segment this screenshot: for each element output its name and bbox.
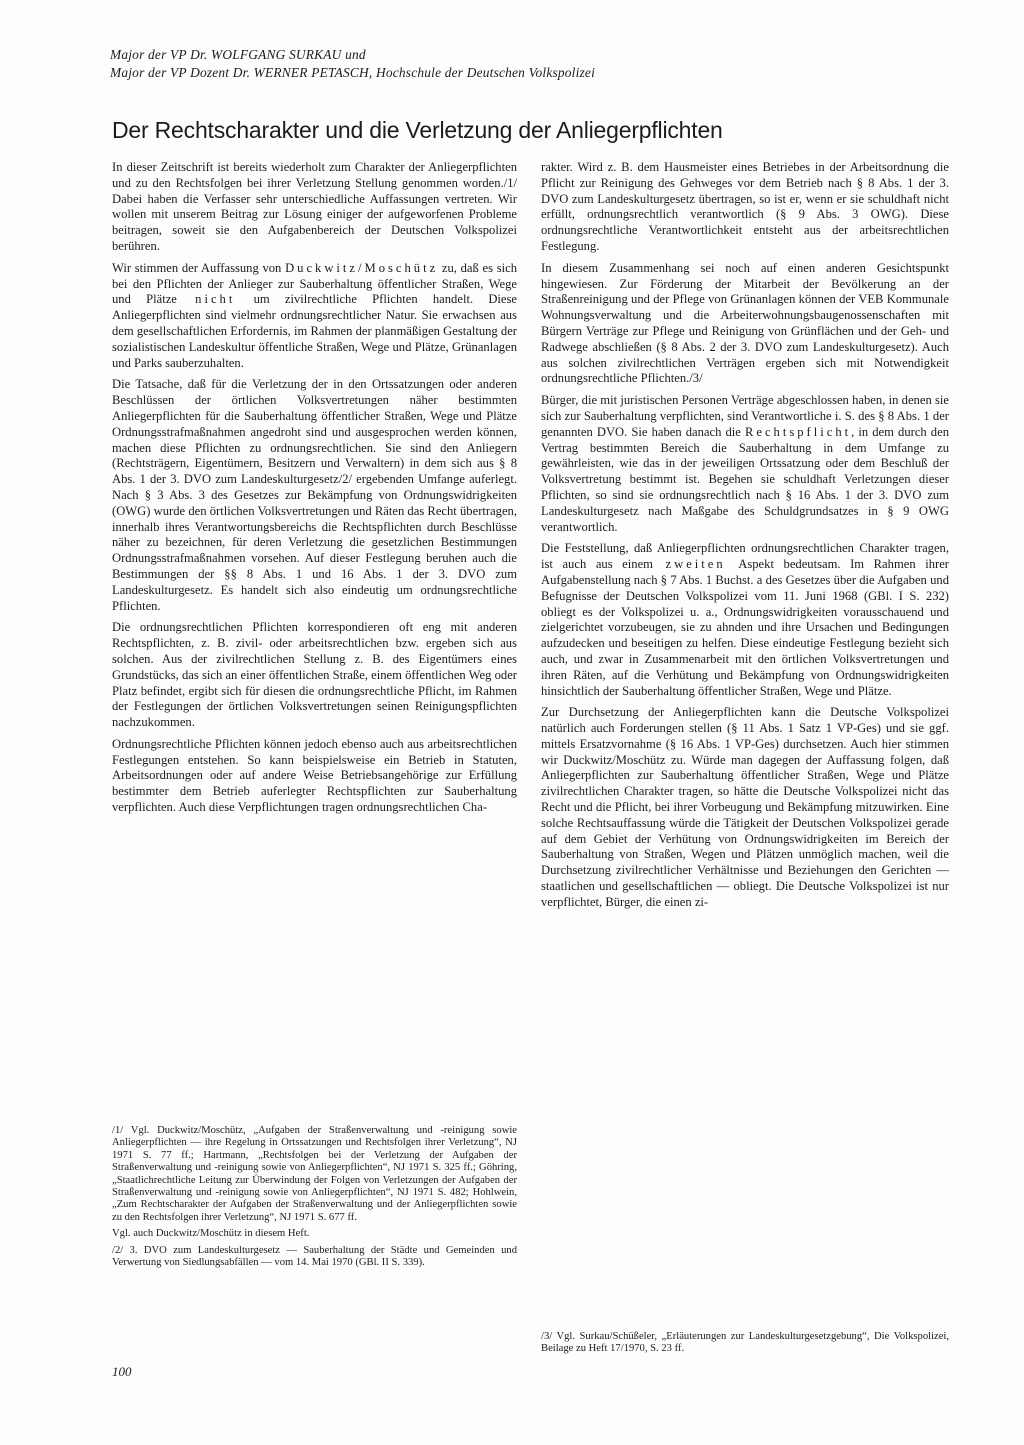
paragraph: In diesem Zusammenhang sei noch auf einen anderen Gesichtspunkt hingewiesen. Zur Förderung der Mitarbeit der Bevölkerung an der Straßenreinigung und der Pflege von Grünanlagen können der VEB Kommunale Wohnungsverwaltung und die Arbeiterwohnungsbaugenossenschaften mit Bürgern Verträge zur Pflege und Reinigung von Grünflächen und der Geh- und Radwege abschließen (§ 8 Abs. 2 der 3. DVO zum Landeskulturgesetz). Auch aus solchen zivilrechtlichen Verträgen ergeben sich mit Notwendigkeit ordnungsrechtliche Pflichten./3/ (541, 260, 949, 386)
paragraph: Die Tatsache, daß für die Verletzung der in den Ortssatzungen oder anderen Beschlüssen der örtlichen Volksvertretungen näher bestimmten Anliegerpflichten für die Sauberhaltung öffentlicher Straßen, Wege und Plätze Ordnungsstrafmaßnahmen angedroht sind und ausgesprochen werden können, machen diese Pflichten zu ordnungsrechtlichen. Sie sind den Anliegern (Rechtsträgern, Eigentümern, Besitzern und Verwaltern) in dem sich aus § 8 Abs. 1 der 3. DVO zum Landeskulturgesetz/2/ ergebenden Umfange auferlegt. Nach § 3 Abs. 3 des Gesetzes zur Bekämpfung von Ordnungswidrigkeiten (OWG) wurde den örtlichen Volksvertretungen und Räten das Recht übertragen, innerhalb ihres Verantwortungsbereichs die Rechtspflichten durch Beschlüsse näher zu bezeichnen, für deren Verletzung die gesetzlichen Bestimmungen Ordnungsstrafmaßnahmen vorsehen. Auf dieser Festlegung beruhen auch die Bestimmungen der §§ 8 Abs. 1 und 16 Abs. 1 der 3. DVO zum Landeskulturgesetz. Es handelt sich also eindeutig um ordnungsrechtliche Pflichten. (112, 377, 517, 613)
paragraph: Zur Durchsetzung der Anliegerpflichten kann die Deutsche Volkspolizei natürlich auch Forderungen stellen (§ 11 Abs. 1 Satz 1 VP-Ges) und sie ggf. mittels Ersatzvornahme (§ 16 Abs. 1 VP-Ges) durchsetzen. Auch hier stimmen wir Duckwitz/Moschütz zu. Würde man dagegen der Auffassung folgen, daß Anliegerpflichten zur Sauberhaltung öffentlicher Straßen, Wege und Plätze zivilrechtlichen Charakter tragen, so hätte die Deutsche Volkspolizei nicht das Recht und die Pflicht, bei ihrer Vorbeugung und Bekämpfung mitzuwirken. Eine solche Rechtsauffassung würde die Tätigkeit der Deutschen Volkspolizei gerade auf dem Gebiet der Verhütung von Ordnungswidrigkeiten im Bereich der Sauberhaltung von Straßen, Wegen und Plätzen unmöglich machen, weil die Durchsetzung zivilrechtlicher Verhältnisse und Beziehungen den Gerichten — staatlichen und gesellschaftlichen — obliegt. Die Deutsche Volkspolizei ist nur verpflichtet, Bürger, die einen zi- (541, 705, 949, 909)
footnote-1: /1/ Vgl. Duckwitz/Moschütz, „Aufgaben der Straßenverwaltung und -reinigung sowie Anliegerpflichten — ihre Regelung in Ortssatzungen und Rechtsfolgen ihrer Verletzung“, NJ 1971 S. 77 ff.; Hartmann, „Rechtsfolgen bei der Verletzung der Aufgaben der Straßenverwaltung und -reinigung sowie von Anliegerpflichten“, NJ 1971 S. 325 ff.; Göhring, „Staatlichrechtliche Leitung zur Überwindung der Folgen von Verletzungen der Aufgaben der Straßenverwaltung und -reinigung sowie von Anliegerpflichten“, NJ 1971 S. 482; Hohlwein, „Zum Rechtscharakter der Aufgaben der Straßenverwaltung und der Anliegerpflichten sowie zu den Rechtsfolgen ihrer Verletzung“, NJ 1971 S. 677 ff. (112, 1125, 517, 1223)
footnote-1-addendum: Vgl. auch Duckwitz/Moschütz in diesem Heft. (112, 1228, 310, 1240)
page-number: 100 (112, 1364, 132, 1379)
right-column (541, 160, 949, 917)
author-2: Major der VP Dozent Dr. WERNER PETASCH, Hochschule der Deutschen Volkspolizei (110, 65, 595, 80)
footnotes-right (541, 1331, 949, 1360)
footnotes-left (112, 1125, 517, 1273)
paragraph: Die ordnungsrechtlichen Pflichten korrespondieren oft eng mit anderen Rechtspflichten, z. B. zivil- oder arbeitsrechtlichen bzw. ergeben sich aus solchen. Aus der zivilrechtlichen Stellung z. B. des Eigentümers eines Grundstücks, das sich an einer öffentlichen Straße, einem öffentlichen Weg oder Platz befindet, ergibt sich für diesen die ordnungsrechtliche Pflicht, im Rahmen der Festlegungen der örtlichen Volksvertretungen seinen Reinigungspflichten nachzukommen. (112, 620, 517, 730)
paragraph: Wir stimmen der Auffassung von Duckwitz/Moschütz zu, daß es sich bei den Pflichten der Anlieger zur Sauberhaltung öffentlicher Straßen, Wege und Plätze nicht um zivilrechtliche Pflichten handelt. Diese Anliegerpflichten sind vielmehr ordnungsrechtlicher Natur. Sie erwachsen aus dem gesellschaftlichen Erfordernis, im Rahmen der planmäßigen Gestaltung der sozialistischen Landeskultur öffentliche Straßen, Wege und Plätze, Grünanlagen und Parks sauberzuhalten. (112, 260, 518, 370)
left-column (112, 160, 517, 822)
author-line (110, 46, 930, 82)
paragraph: Bürger, die mit juristischen Personen Verträge abgeschlossen haben, in denen sie sich zur Sauberhaltung verpflichten, sind Verantwortliche i. S. des § 8 Abs. 1 der genannten DVO. Sie haben danach die Rechtspflicht, in dem durch den Vertrag bestimmten Bereich die Sauberhaltung in dem Umfange zu gewährleisten, wie das in der jeweiligen Ortssatzung oder dem Beschluß der Volksvertretung bestimmt ist. Begehen sie schuldhaft Verletzungen dieser Pflichten, so sind sie ordnungsrechtlich nach § 16 Abs. 1 der 3. DVO zum Landeskulturgesetz nach Maßgabe des Schuldgrundsatzes in § 9 OWG verantwortlich. (541, 393, 949, 534)
paragraph: Die Feststellung, daß Anliegerpflichten ordnungsrechtlichen Charakter tragen, ist auch aus einem zweiten Aspekt bedeutsam. Im Rahmen ihrer Aufgabenstellung nach § 7 Abs. 1 Buchst. a des Gesetzes über die Aufgaben und Befugnisse der Deutschen Volkspolizei vom 11. Juni 1968 (GBl. I S. 232) obliegt es der Volkspolizei u. a., Ordnungswidrigkeiten vorausschauend und zielgerichtet vorzubeugen, sie zu ahnden und ihre Ursachen und Bedingungen aufzudecken und beseitigen zu helfen. Diese eindeutige Festlegung bezieht sich auch, und zwar in Zusammenarbeit mit den örtlichen Volksvertretungen und ihren Räten, auf die Verhütung und Bekämpfung von Ordnungswidrigkeiten hinsichtlich der Sauberhaltung öffentlicher Straßen, Wege und Plätze. (541, 541, 949, 698)
author-1: Major der VP Dr. WOLFGANG SURKAU und (110, 47, 366, 62)
article-title: Der Rechtscharakter und die Verletzung der Anliegerpflichten (112, 117, 723, 143)
paragraph: Ordnungsrechtliche Pflichten können jedoch ebenso auch aus arbeitsrechtlichen Festlegungen entstehen. So kann beispielsweise ein Betrieb in Statuten, Arbeitsordnungen oder auf andere Weise Betriebsangehörige zur Erfüllung bestimmter dem Betrieb auferlegter Rechtspflichten zur Sauberhaltung verpflichten. Auch diese Verpflichtungen tragen ordnungsrechtlichen Cha- (112, 736, 517, 815)
paragraph: In dieser Zeitschrift ist bereits wiederholt zum Charakter der Anliegerpflichten und zu den Rechtsfolgen bei ihrer Verletzung Stellung genommen worden./1/ Dabei haben die Verfasser sehr unterschiedliche Auffassungen vertreten. Wir wollen mit unserem Beitrag zur Lösung einiger der aufgeworfenen Probleme beitragen, soweit sie den Aufgabenbereich der Deutschen Volkspolizei berühren. (112, 160, 517, 253)
paragraph: rakter. Wird z. B. dem Hausmeister eines Betriebes in der Arbeitsordnung die Pflicht zur Reinigung des Gehweges vor dem Betrieb nach § 8 Abs. 1 der 3. DVO zum Landeskulturgesetz übertragen, so ist er, wenn er sie schuldhaft nicht erfüllt, ordnungsrechtlich verantwortlich (§ 9 Abs. 3 OWG). Diese ordnungsrechtliche Verantwortlichkeit entsteht aus der arbeitsrechtlichen Festlegung. (541, 160, 949, 253)
footnote-3: /3/ Vgl. Surkau/Schüßeler, „Erläuterungen zur Landeskulturgesetzgebung“, Die Volkspolizei, Beilage zu Heft 17/1970, S. 23 ff. (541, 1331, 949, 1355)
footnote-2: /2/ 3. DVO zum Landeskulturgesetz — Sauberhaltung der Städte und Gemeinden und Verwertung von Siedlungsabfällen — vom 14. Mai 1970 (GBl. II S. 339). (112, 1244, 517, 1269)
